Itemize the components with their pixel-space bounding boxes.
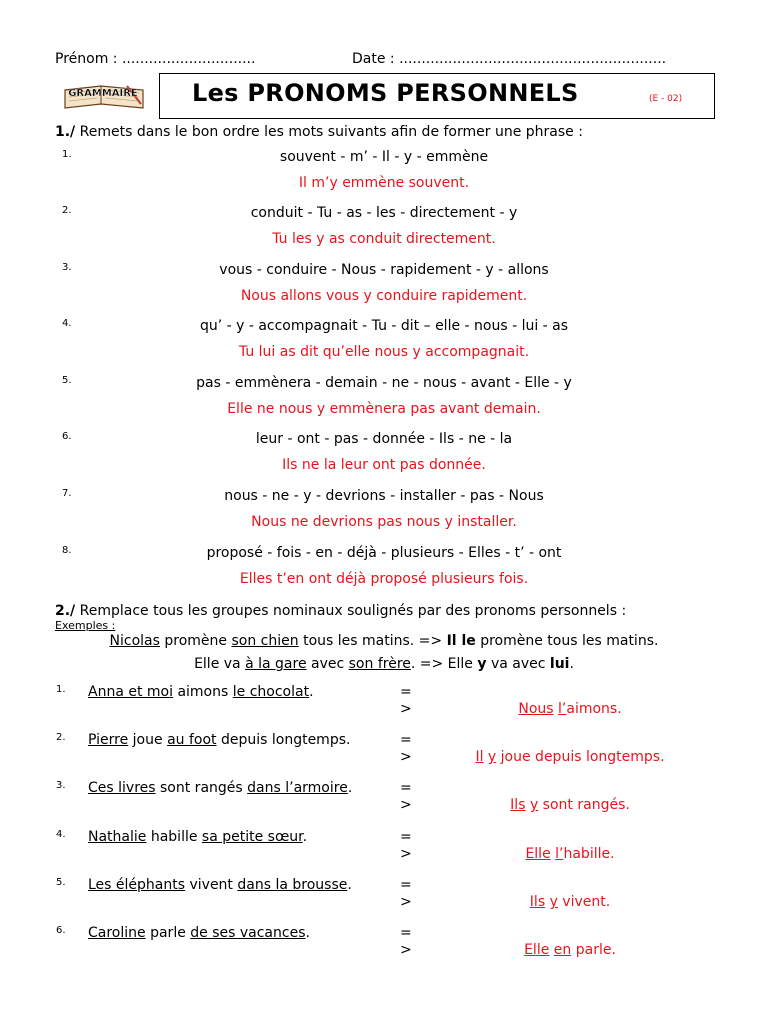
item-number: 3. bbox=[62, 262, 72, 273]
example2-end: . bbox=[569, 656, 574, 672]
sentence-verb: parle bbox=[145, 925, 191, 941]
section2-number: 2./ bbox=[55, 603, 76, 619]
answer-pronoun-2: y bbox=[529, 797, 539, 813]
underlined-complement: sa petite sœur bbox=[201, 829, 303, 845]
item-number: 1. bbox=[62, 149, 72, 160]
arrow-symbol bbox=[400, 829, 412, 863]
scrambled-words: qu’ - y - accompagnait - Tu - dit – elle - nous - lui - as bbox=[199, 318, 569, 334]
answer-sentence: Il m’y emmène souvent. bbox=[298, 175, 470, 191]
underlined-complement: dans l’armoire bbox=[247, 780, 348, 796]
answer-sentence: Ils ne la leur ont pas donnée. bbox=[282, 457, 486, 473]
date-field: Date : ............................................................ bbox=[352, 51, 667, 67]
scrambled-words: leur - ont - pas - donnée - Ils - ne - la bbox=[255, 431, 513, 447]
arrow-bottom: > bbox=[400, 846, 412, 862]
answer-pronoun-2: l’ bbox=[558, 701, 567, 717]
scrambled-words: pas - emmènera - demain - ne - nous - avant - Elle - y bbox=[196, 375, 572, 391]
example1-subject: Nicolas bbox=[109, 633, 160, 649]
item-number: 8. bbox=[62, 545, 72, 556]
scrambled-words: proposé - fois - en - déjà - plusieurs - Elles - t’ - ont bbox=[206, 545, 562, 561]
item-number: 4. bbox=[62, 318, 72, 329]
sentence-verb: aimons bbox=[173, 684, 233, 700]
section2-heading bbox=[55, 603, 626, 619]
example1-verb: promène bbox=[159, 633, 232, 649]
arrow-bottom: > bbox=[400, 894, 412, 910]
underlined-subject: Les éléphants bbox=[88, 877, 186, 893]
arrow-symbol bbox=[400, 684, 412, 718]
underlined-subject: Pierre bbox=[88, 732, 129, 748]
answer-sentence: Elle ne nous y emmènera pas avant demain. bbox=[227, 401, 541, 417]
underlined-complement: de ses vacances bbox=[190, 925, 306, 941]
example2-person: son frère bbox=[348, 656, 411, 672]
arrow-top: = bbox=[400, 877, 412, 893]
answer-pronoun-2: l’ bbox=[555, 846, 564, 862]
exercise-code: (E - 02) bbox=[649, 94, 683, 104]
arrow-symbol bbox=[400, 732, 412, 766]
item-sentence bbox=[88, 732, 350, 748]
item-answer bbox=[460, 797, 680, 813]
page-title: Les PRONOMS PERSONNELS bbox=[192, 79, 579, 107]
section1-instruction: Remets dans le bon ordre les mots suivants afin de former une phrase : bbox=[79, 124, 583, 140]
arrow-bottom: > bbox=[400, 749, 412, 765]
prenom-field: Prénom : .............................. bbox=[55, 51, 256, 67]
answer-sentence: Elles t’en ont déjà proposé plusieurs fois. bbox=[239, 571, 529, 587]
sentence-verb: joue bbox=[128, 732, 168, 748]
answer-rest: aimons. bbox=[566, 701, 622, 717]
svg-text:GRAMMAIRE: GRAMMAIRE bbox=[68, 88, 138, 99]
example-2 bbox=[0, 656, 768, 672]
underlined-complement: dans la brousse bbox=[237, 877, 348, 893]
arrow-top: = bbox=[400, 780, 412, 796]
arrow-symbol bbox=[400, 780, 412, 814]
item-sentence bbox=[88, 877, 352, 893]
item-number: 2. bbox=[56, 732, 66, 743]
answer-pronoun-2: en bbox=[553, 942, 572, 958]
example1-rest: tous les matins. => bbox=[298, 633, 447, 649]
item-answer bbox=[460, 701, 680, 717]
sentence-end: . bbox=[305, 925, 310, 941]
example2-arrow: . => Elle bbox=[410, 656, 478, 672]
sentence-end: depuis longtemps. bbox=[216, 732, 351, 748]
arrow-bottom: > bbox=[400, 701, 412, 717]
item-number: 5. bbox=[56, 877, 66, 888]
item-number: 5. bbox=[62, 375, 72, 386]
scrambled-words: vous - conduire - Nous - rapidement - y - allons bbox=[219, 262, 549, 278]
item-answer bbox=[460, 942, 680, 958]
arrow-top: = bbox=[400, 732, 412, 748]
example2-pronoun-y: y bbox=[477, 656, 487, 672]
sentence-end: . bbox=[347, 780, 353, 796]
item-number: 2. bbox=[62, 205, 72, 216]
arrow-top: = bbox=[400, 829, 412, 845]
arrow-symbol bbox=[400, 877, 412, 911]
answer-pronoun-1: Ils bbox=[529, 894, 546, 910]
answer-pronoun-2: y bbox=[549, 894, 558, 910]
answer-rest: vivent. bbox=[557, 894, 611, 910]
sentence-end: . bbox=[302, 829, 308, 845]
answer-pronoun-1: Ils bbox=[510, 797, 526, 813]
scrambled-words: nous - ne - y - devrions - installer - pas - Nous bbox=[224, 488, 544, 504]
underlined-complement: le chocolat bbox=[232, 684, 310, 700]
example1-pronouns: Il le bbox=[446, 633, 476, 649]
item-number: 7. bbox=[62, 488, 72, 499]
item-number: 3. bbox=[56, 780, 66, 791]
sentence-verb: sont rangés bbox=[155, 780, 248, 796]
item-sentence bbox=[88, 925, 310, 941]
sentence-verb: vivent bbox=[185, 877, 238, 893]
answer-rest: joue depuis longtemps. bbox=[496, 749, 665, 765]
section1-number: 1./ bbox=[55, 124, 76, 140]
example2-pronoun-lui: lui bbox=[549, 656, 570, 672]
scrambled-words: conduit - Tu - as - les - directement - y bbox=[250, 205, 518, 221]
section2-instruction: Remplace tous les groupes nominaux soulignés par des pronoms personnels : bbox=[79, 603, 627, 619]
underlined-subject: Ces livres bbox=[88, 780, 156, 796]
example2-with: avec bbox=[306, 656, 349, 672]
example2-va-avec: va avec bbox=[486, 656, 550, 672]
example2-start: Elle va bbox=[194, 656, 246, 672]
arrow-bottom: > bbox=[400, 797, 412, 813]
scrambled-words: souvent - m’ - Il - y - emmène bbox=[279, 149, 489, 165]
item-sentence bbox=[88, 780, 352, 796]
item-answer bbox=[460, 749, 680, 765]
answer-rest: habille. bbox=[563, 846, 615, 862]
item-number: 6. bbox=[62, 431, 72, 442]
item-number: 1. bbox=[56, 684, 66, 695]
underlined-subject: Nathalie bbox=[88, 829, 147, 845]
answer-sentence: Tu lui as dit qu’elle nous y accompagnait. bbox=[238, 344, 530, 360]
arrow-bottom: > bbox=[400, 942, 412, 958]
answer-rest: parle. bbox=[571, 942, 616, 958]
answer-sentence: Nous ne devrions pas nous y installer. bbox=[251, 514, 517, 530]
answer-pronoun-1: Elle bbox=[525, 846, 551, 862]
arrow-top: = bbox=[400, 684, 412, 700]
answer-pronoun-1: Elle bbox=[524, 942, 550, 958]
example1-object: son chien bbox=[231, 633, 299, 649]
answer-sentence: Nous allons vous y conduire rapidement. bbox=[240, 288, 528, 304]
answer-sentence: Tu les y as conduit directement. bbox=[272, 231, 496, 247]
example2-place: à la gare bbox=[245, 656, 307, 672]
example-1 bbox=[0, 633, 768, 649]
underlined-subject: Anna et moi bbox=[88, 684, 173, 700]
grammaire-logo bbox=[57, 80, 151, 112]
title-box bbox=[159, 73, 715, 119]
section1-heading bbox=[55, 124, 583, 140]
answer-pronoun-1: Nous bbox=[518, 701, 554, 717]
item-number: 6. bbox=[56, 925, 66, 936]
sentence-verb: habille bbox=[146, 829, 202, 845]
examples-label: Exemples : bbox=[55, 619, 116, 632]
answer-rest: sont rangés. bbox=[538, 797, 630, 813]
sentence-end: . bbox=[309, 684, 314, 700]
item-answer bbox=[460, 846, 680, 862]
item-number: 4. bbox=[56, 829, 66, 840]
item-sentence bbox=[88, 684, 314, 700]
item-sentence bbox=[88, 829, 307, 845]
answer-pronoun-2: y bbox=[487, 749, 497, 765]
item-answer bbox=[460, 894, 680, 910]
arrow-top: = bbox=[400, 925, 412, 941]
example1-end: promène tous les matins. bbox=[475, 633, 659, 649]
underlined-complement: au foot bbox=[167, 732, 217, 748]
underlined-subject: Caroline bbox=[88, 925, 146, 941]
arrow-symbol bbox=[400, 925, 412, 959]
answer-pronoun-1: Il bbox=[475, 749, 484, 765]
sentence-end: . bbox=[347, 877, 352, 893]
